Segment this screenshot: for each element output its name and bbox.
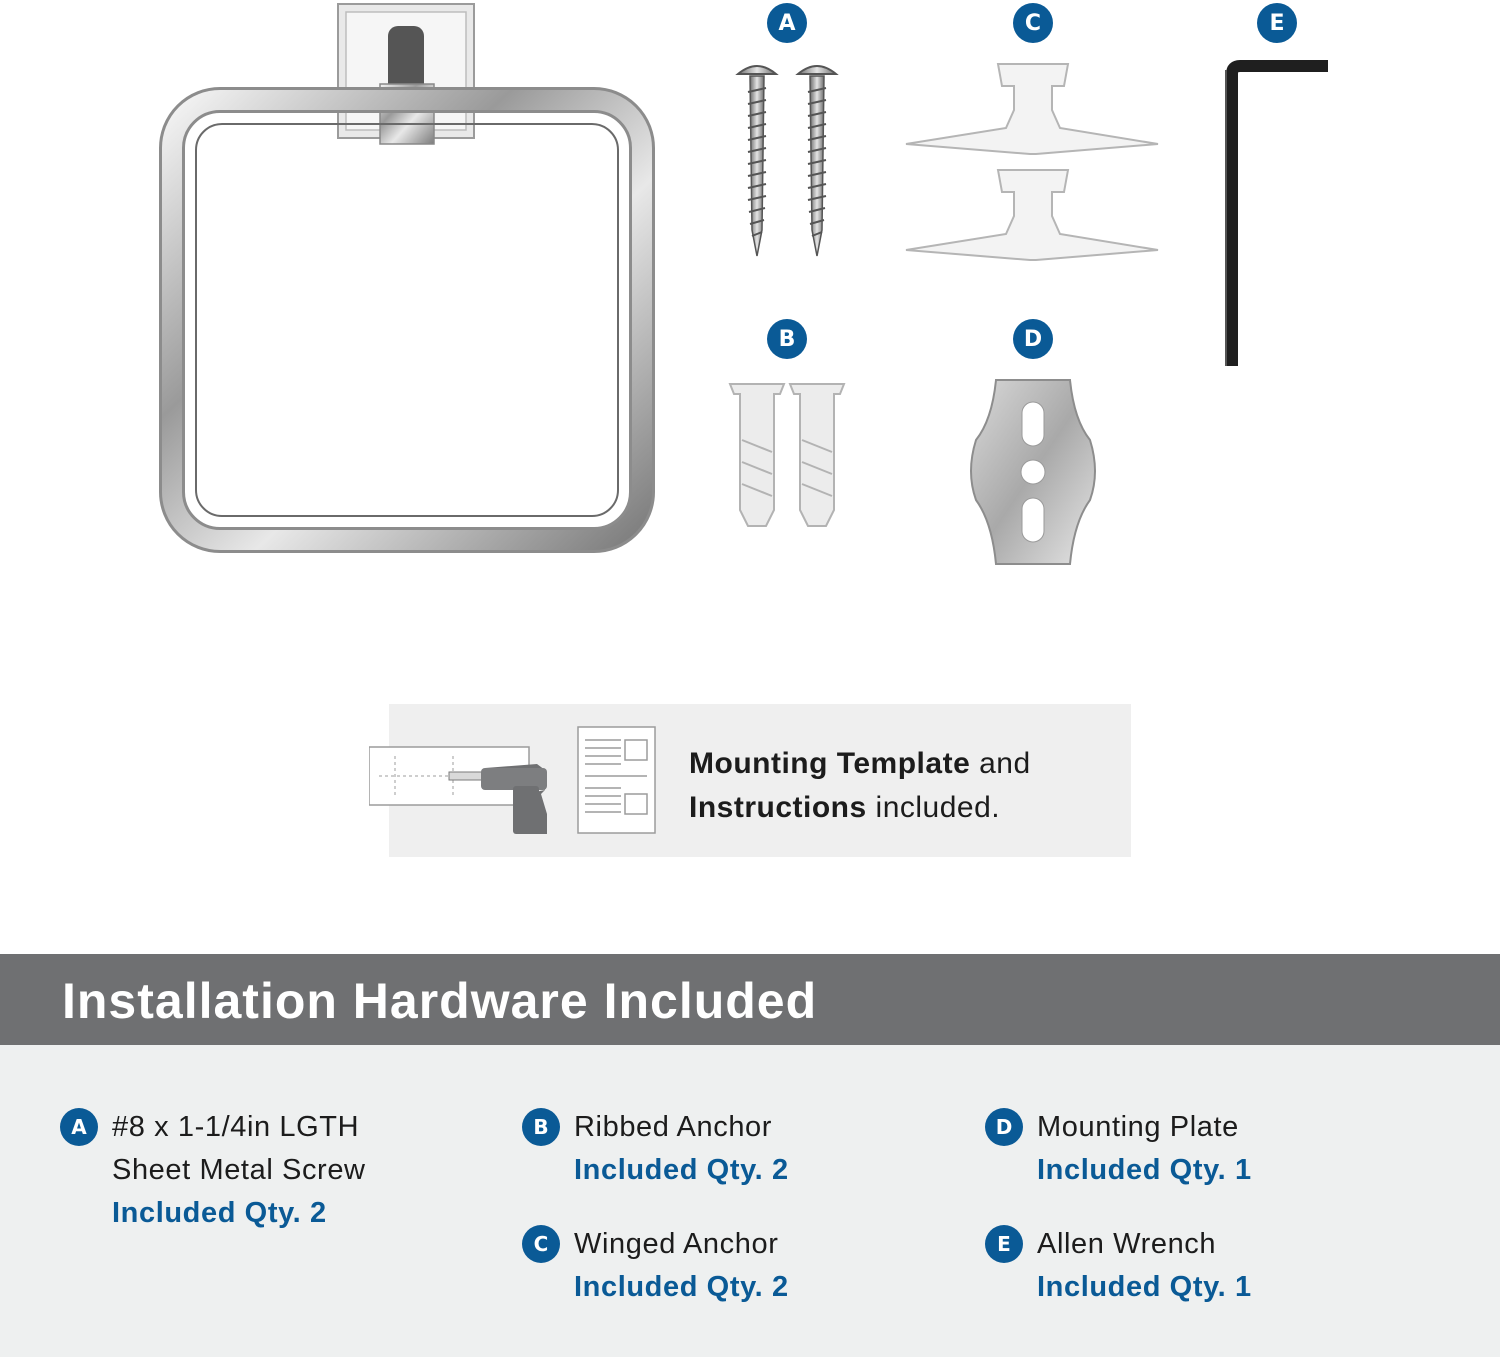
part-badge-e: E xyxy=(1257,3,1297,43)
sheet-metal-screw-image xyxy=(738,66,836,256)
item-name-line2: Sheet Metal Screw xyxy=(112,1154,366,1186)
item-badge: C xyxy=(522,1225,560,1263)
item-quantity: Included Qty. 2 xyxy=(574,1154,789,1186)
section-title: Installation Hardware Included xyxy=(62,973,818,1029)
item-quantity: Included Qty. 1 xyxy=(1037,1154,1252,1186)
product-illustration xyxy=(0,0,1500,600)
winged-anchor-image xyxy=(906,64,1158,260)
ribbed-anchor-image xyxy=(730,384,844,526)
item-quantity: Included Qty. 2 xyxy=(574,1271,789,1303)
section-header xyxy=(0,954,1500,1045)
info-bold-1: Mounting Template xyxy=(689,747,971,780)
item-name-line1: Ribbed Anchor xyxy=(574,1111,773,1143)
part-badge-d: D xyxy=(1013,319,1053,359)
item-badge: D xyxy=(985,1108,1023,1146)
item-name-line1: Mounting Plate xyxy=(1037,1111,1239,1143)
item-name-line1: Allen Wrench xyxy=(1037,1228,1217,1260)
item-badge: A xyxy=(60,1108,98,1146)
hardware-list xyxy=(0,1045,1500,1357)
item-badge: B xyxy=(522,1108,560,1146)
info-bold-2: Instructions xyxy=(689,791,867,824)
info-rest-2: included. xyxy=(866,791,1001,824)
item-quantity: Included Qty. 1 xyxy=(1037,1271,1252,1303)
item-name-line1: Winged Anchor xyxy=(574,1228,779,1260)
part-badge-c: C xyxy=(1013,3,1053,43)
part-badge-a: A xyxy=(767,3,807,43)
item-name-line1: #8 x 1-1/4in LGTH xyxy=(112,1111,360,1143)
mounting-plate-image xyxy=(971,380,1095,564)
part-badge-b: B xyxy=(767,319,807,359)
allen-wrench-image xyxy=(1226,66,1328,366)
item-badge: E xyxy=(985,1225,1023,1263)
item-quantity: Included Qty. 2 xyxy=(112,1197,327,1229)
towel-ring-image xyxy=(172,4,642,540)
template-info-text xyxy=(689,742,1031,830)
template-info-panel xyxy=(389,704,1131,857)
instructions-sheet-icon xyxy=(577,726,657,836)
info-rest-1: and xyxy=(970,747,1031,780)
